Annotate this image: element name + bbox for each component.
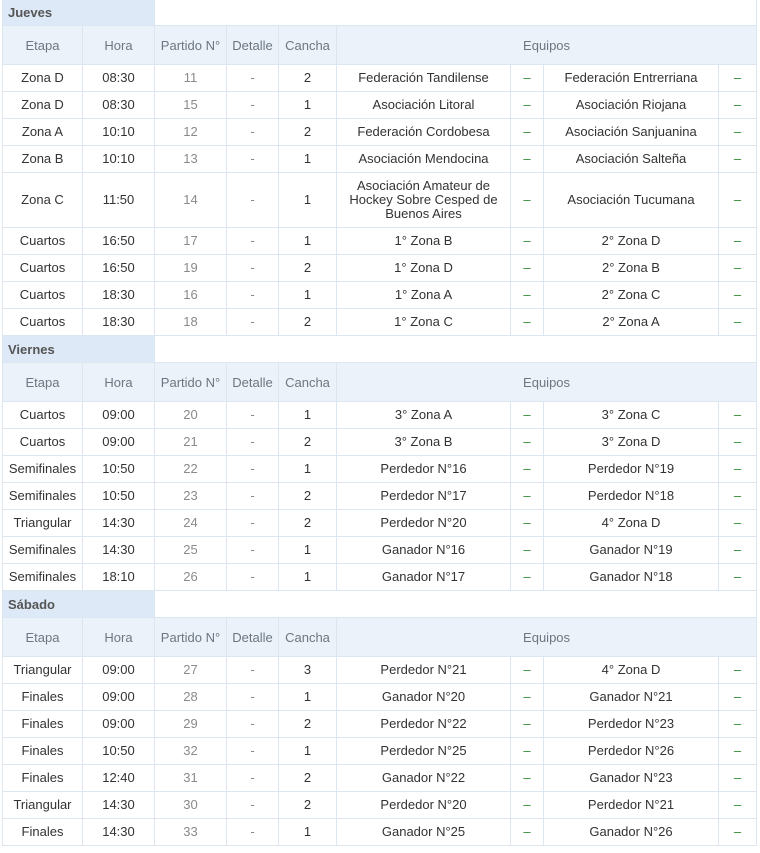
detalle-cell: - [227, 173, 279, 228]
hora-cell: 09:00 [83, 429, 155, 456]
etapa-cell: Cuartos [3, 309, 83, 336]
local-team-cell: Asociación Litoral [337, 92, 511, 119]
etapa-cell: Finales [3, 738, 83, 765]
visitante-team-cell: 2° Zona A [544, 309, 719, 336]
partido-header: Partido N° [155, 618, 227, 657]
result-cell: – [719, 228, 757, 255]
partido-cell: 20 [155, 402, 227, 429]
visitante-team-cell: Federación Entrerriana [544, 65, 719, 92]
result-cell: – [719, 255, 757, 282]
day-header-fill [155, 336, 757, 363]
detalle-cell: - [227, 483, 279, 510]
day-header-row [3, 591, 757, 618]
visitante-team-cell: Perdedor N°23 [544, 711, 719, 738]
partido-cell: 31 [155, 765, 227, 792]
match-row [3, 564, 757, 591]
partido-cell: 16 [155, 282, 227, 309]
visitante-team-cell: Asociación Tucumana [544, 173, 719, 228]
hora-header: Hora [83, 618, 155, 657]
partido-cell: 15 [155, 92, 227, 119]
cancha-cell: 1 [279, 738, 337, 765]
result-cell: – [719, 309, 757, 336]
etapa-cell: Finales [3, 684, 83, 711]
visitante-team-cell: Asociación Sanjuanina [544, 119, 719, 146]
detalle-cell: - [227, 282, 279, 309]
cancha-cell: 1 [279, 456, 337, 483]
detalle-cell: - [227, 309, 279, 336]
match-row [3, 255, 757, 282]
result-cell: – [719, 711, 757, 738]
etapa-cell: Zona D [3, 65, 83, 92]
hora-header: Hora [83, 26, 155, 65]
partido-cell: 29 [155, 711, 227, 738]
team-separator: – [511, 92, 544, 119]
etapa-cell: Triangular [3, 792, 83, 819]
local-team-cell: Ganador N°25 [337, 819, 511, 846]
partido-cell: 19 [155, 255, 227, 282]
team-separator: – [511, 255, 544, 282]
team-separator: – [511, 228, 544, 255]
cancha-cell: 1 [279, 228, 337, 255]
local-team-cell: Perdedor N°21 [337, 657, 511, 684]
team-separator: – [511, 657, 544, 684]
visitante-team-cell: 4° Zona D [544, 657, 719, 684]
cancha-cell: 2 [279, 792, 337, 819]
team-separator: – [511, 711, 544, 738]
hora-header: Hora [83, 363, 155, 402]
etapa-header: Etapa [3, 363, 83, 402]
partido-cell: 24 [155, 510, 227, 537]
visitante-team-cell: Perdedor N°26 [544, 738, 719, 765]
cancha-header: Cancha [279, 618, 337, 657]
visitante-team-cell: 3° Zona D [544, 429, 719, 456]
local-team-cell: Ganador N°20 [337, 684, 511, 711]
result-cell: – [719, 429, 757, 456]
result-cell: – [719, 657, 757, 684]
partido-cell: 30 [155, 792, 227, 819]
cancha-cell: 2 [279, 429, 337, 456]
partido-cell: 23 [155, 483, 227, 510]
visitante-team-cell: Ganador N°23 [544, 765, 719, 792]
result-cell: – [719, 92, 757, 119]
visitante-team-cell: Ganador N°21 [544, 684, 719, 711]
match-row [3, 792, 757, 819]
detalle-cell: - [227, 510, 279, 537]
detalle-header: Detalle [227, 26, 279, 65]
fixture-table [2, 0, 757, 846]
local-team-cell: Perdedor N°16 [337, 456, 511, 483]
day-header-fill [155, 0, 757, 26]
match-row [3, 429, 757, 456]
etapa-cell: Triangular [3, 510, 83, 537]
day-name: Jueves [3, 0, 155, 26]
day-name: Sábado [3, 591, 155, 618]
team-separator: – [511, 564, 544, 591]
day-header-row [3, 336, 757, 363]
detalle-cell: - [227, 228, 279, 255]
hora-cell: 08:30 [83, 65, 155, 92]
etapa-cell: Semifinales [3, 564, 83, 591]
partido-cell: 27 [155, 657, 227, 684]
visitante-team-cell: Ganador N°19 [544, 537, 719, 564]
etapa-cell: Zona A [3, 119, 83, 146]
team-separator: – [511, 483, 544, 510]
hora-cell: 10:50 [83, 738, 155, 765]
cancha-header: Cancha [279, 363, 337, 402]
match-row [3, 657, 757, 684]
hora-cell: 10:10 [83, 146, 155, 173]
hora-cell: 09:00 [83, 684, 155, 711]
match-row [3, 282, 757, 309]
hora-cell: 09:00 [83, 657, 155, 684]
team-separator: – [511, 309, 544, 336]
hora-cell: 12:40 [83, 765, 155, 792]
result-cell: – [719, 684, 757, 711]
cancha-cell: 2 [279, 309, 337, 336]
match-row [3, 146, 757, 173]
column-header-row [3, 26, 757, 65]
local-team-cell: 3° Zona A [337, 402, 511, 429]
hora-cell: 09:00 [83, 402, 155, 429]
result-cell: – [719, 282, 757, 309]
team-separator: – [511, 738, 544, 765]
equipos-header: Equipos [337, 363, 757, 402]
detalle-cell: - [227, 255, 279, 282]
visitante-team-cell: 4° Zona D [544, 510, 719, 537]
local-team-cell: Perdedor N°17 [337, 483, 511, 510]
result-cell: – [719, 564, 757, 591]
cancha-cell: 2 [279, 711, 337, 738]
match-row [3, 309, 757, 336]
etapa-cell: Finales [3, 819, 83, 846]
etapa-cell: Finales [3, 711, 83, 738]
hora-cell: 18:10 [83, 564, 155, 591]
etapa-cell: Finales [3, 765, 83, 792]
local-team-cell: Asociación Mendocina [337, 146, 511, 173]
local-team-cell: 1° Zona A [337, 282, 511, 309]
team-separator: – [511, 819, 544, 846]
etapa-cell: Cuartos [3, 429, 83, 456]
partido-cell: 32 [155, 738, 227, 765]
partido-cell: 21 [155, 429, 227, 456]
local-team-cell: 1° Zona B [337, 228, 511, 255]
partido-cell: 14 [155, 173, 227, 228]
column-header-row [3, 363, 757, 402]
visitante-team-cell: 2° Zona B [544, 255, 719, 282]
partido-header: Partido N° [155, 363, 227, 402]
cancha-cell: 1 [279, 402, 337, 429]
cancha-cell: 2 [279, 65, 337, 92]
team-separator: – [511, 119, 544, 146]
cancha-cell: 3 [279, 657, 337, 684]
day-header-fill [155, 591, 757, 618]
cancha-cell: 1 [279, 684, 337, 711]
hora-cell: 14:30 [83, 510, 155, 537]
visitante-team-cell: Perdedor N°19 [544, 456, 719, 483]
detalle-cell: - [227, 456, 279, 483]
team-separator: – [511, 65, 544, 92]
visitante-team-cell: Perdedor N°18 [544, 483, 719, 510]
visitante-team-cell: Ganador N°26 [544, 819, 719, 846]
hora-cell: 10:50 [83, 483, 155, 510]
detalle-cell: - [227, 119, 279, 146]
local-team-cell: Ganador N°16 [337, 537, 511, 564]
hora-cell: 09:00 [83, 711, 155, 738]
local-team-cell: Perdedor N°20 [337, 510, 511, 537]
partido-cell: 28 [155, 684, 227, 711]
hora-cell: 08:30 [83, 92, 155, 119]
hora-cell: 10:50 [83, 456, 155, 483]
result-cell: – [719, 146, 757, 173]
etapa-cell: Semifinales [3, 483, 83, 510]
equipos-header: Equipos [337, 618, 757, 657]
team-separator: – [511, 456, 544, 483]
detalle-cell: - [227, 711, 279, 738]
etapa-cell: Semifinales [3, 456, 83, 483]
match-row [3, 456, 757, 483]
match-row [3, 738, 757, 765]
local-team-cell: Perdedor N°20 [337, 792, 511, 819]
local-team-cell: 3° Zona B [337, 429, 511, 456]
cancha-cell: 2 [279, 483, 337, 510]
match-row [3, 92, 757, 119]
result-cell: – [719, 173, 757, 228]
hora-cell: 16:50 [83, 255, 155, 282]
match-row [3, 711, 757, 738]
etapa-cell: Cuartos [3, 282, 83, 309]
result-cell: – [719, 819, 757, 846]
visitante-team-cell: 2° Zona C [544, 282, 719, 309]
match-row [3, 684, 757, 711]
partido-cell: 11 [155, 65, 227, 92]
result-cell: – [719, 483, 757, 510]
detalle-cell: - [227, 65, 279, 92]
result-cell: – [719, 402, 757, 429]
match-row [3, 119, 757, 146]
cancha-cell: 1 [279, 537, 337, 564]
match-row [3, 819, 757, 846]
match-row [3, 65, 757, 92]
detalle-header: Detalle [227, 363, 279, 402]
visitante-team-cell: Perdedor N°21 [544, 792, 719, 819]
cancha-cell: 1 [279, 173, 337, 228]
result-cell: – [719, 765, 757, 792]
etapa-cell: Zona B [3, 146, 83, 173]
team-separator: – [511, 402, 544, 429]
fixture-body [3, 0, 757, 846]
etapa-cell: Triangular [3, 657, 83, 684]
day-name: Viernes [3, 336, 155, 363]
hora-cell: 14:30 [83, 537, 155, 564]
partido-cell: 33 [155, 819, 227, 846]
match-row [3, 537, 757, 564]
partido-cell: 22 [155, 456, 227, 483]
match-row [3, 765, 757, 792]
partido-cell: 13 [155, 146, 227, 173]
detalle-cell: - [227, 819, 279, 846]
detalle-cell: - [227, 765, 279, 792]
result-cell: – [719, 65, 757, 92]
local-team-cell: Federación Tandilense [337, 65, 511, 92]
partido-cell: 12 [155, 119, 227, 146]
team-separator: – [511, 146, 544, 173]
local-team-cell: Perdedor N°22 [337, 711, 511, 738]
cancha-cell: 1 [279, 282, 337, 309]
partido-header: Partido N° [155, 26, 227, 65]
column-header-row [3, 618, 757, 657]
team-separator: – [511, 282, 544, 309]
visitante-team-cell: Ganador N°18 [544, 564, 719, 591]
etapa-cell: Cuartos [3, 228, 83, 255]
local-team-cell: Ganador N°17 [337, 564, 511, 591]
detalle-cell: - [227, 146, 279, 173]
team-separator: – [511, 537, 544, 564]
team-separator: – [511, 173, 544, 228]
visitante-team-cell: Asociación Riojana [544, 92, 719, 119]
hora-cell: 18:30 [83, 282, 155, 309]
match-row [3, 228, 757, 255]
result-cell: – [719, 792, 757, 819]
etapa-cell: Cuartos [3, 255, 83, 282]
hora-cell: 14:30 [83, 792, 155, 819]
match-row [3, 173, 757, 228]
cancha-cell: 2 [279, 510, 337, 537]
local-team-cell: 1° Zona D [337, 255, 511, 282]
cancha-header: Cancha [279, 26, 337, 65]
partido-cell: 17 [155, 228, 227, 255]
cancha-cell: 2 [279, 765, 337, 792]
equipos-header: Equipos [337, 26, 757, 65]
cancha-cell: 1 [279, 92, 337, 119]
team-separator: – [511, 765, 544, 792]
result-cell: – [719, 119, 757, 146]
local-team-cell: 1° Zona C [337, 309, 511, 336]
result-cell: – [719, 537, 757, 564]
detalle-cell: - [227, 657, 279, 684]
hora-cell: 10:10 [83, 119, 155, 146]
detalle-header: Detalle [227, 618, 279, 657]
hora-cell: 14:30 [83, 819, 155, 846]
visitante-team-cell: Asociación Salteña [544, 146, 719, 173]
cancha-cell: 1 [279, 819, 337, 846]
match-row [3, 510, 757, 537]
local-team-cell: Perdedor N°25 [337, 738, 511, 765]
match-row [3, 402, 757, 429]
local-team-cell: Asociación Amateur de Hockey Sobre Cesped de Buenos Aires [337, 173, 511, 228]
etapa-cell: Semifinales [3, 537, 83, 564]
hora-cell: 11:50 [83, 173, 155, 228]
cancha-cell: 1 [279, 564, 337, 591]
partido-cell: 26 [155, 564, 227, 591]
detalle-cell: - [227, 738, 279, 765]
visitante-team-cell: 2° Zona D [544, 228, 719, 255]
detalle-cell: - [227, 92, 279, 119]
team-separator: – [511, 510, 544, 537]
match-row [3, 483, 757, 510]
etapa-cell: Zona D [3, 92, 83, 119]
etapa-cell: Cuartos [3, 402, 83, 429]
detalle-cell: - [227, 429, 279, 456]
result-cell: – [719, 456, 757, 483]
detalle-cell: - [227, 537, 279, 564]
detalle-cell: - [227, 792, 279, 819]
hora-cell: 16:50 [83, 228, 155, 255]
hora-cell: 18:30 [83, 309, 155, 336]
etapa-header: Etapa [3, 618, 83, 657]
etapa-cell: Zona C [3, 173, 83, 228]
visitante-team-cell: 3° Zona C [544, 402, 719, 429]
result-cell: – [719, 738, 757, 765]
local-team-cell: Ganador N°22 [337, 765, 511, 792]
local-team-cell: Federación Cordobesa [337, 119, 511, 146]
team-separator: – [511, 684, 544, 711]
detalle-cell: - [227, 402, 279, 429]
cancha-cell: 1 [279, 146, 337, 173]
detalle-cell: - [227, 564, 279, 591]
cancha-cell: 2 [279, 255, 337, 282]
team-separator: – [511, 429, 544, 456]
team-separator: – [511, 792, 544, 819]
cancha-cell: 2 [279, 119, 337, 146]
partido-cell: 18 [155, 309, 227, 336]
detalle-cell: - [227, 684, 279, 711]
partido-cell: 25 [155, 537, 227, 564]
etapa-header: Etapa [3, 26, 83, 65]
result-cell: – [719, 510, 757, 537]
day-header-row [3, 0, 757, 26]
